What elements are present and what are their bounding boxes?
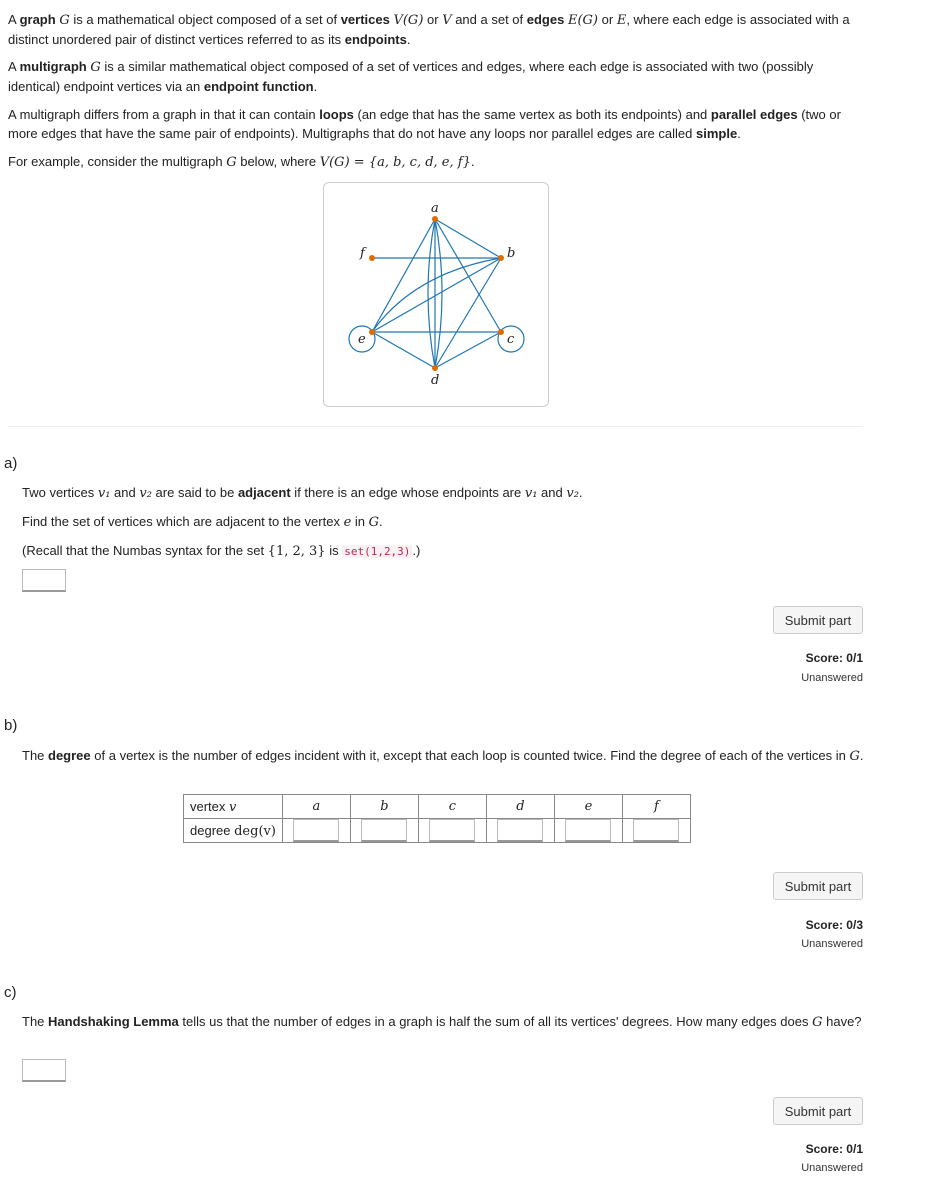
edge-a-e: [372, 219, 435, 332]
col-header-b: b: [350, 795, 418, 819]
part-a-adjacency-text: Two vertices v₁ and v₂ are said to be adjacent if there is an edge whose endpoints are v₁ and v₂.: [22, 485, 583, 501]
edge-a-d-curve-1: [428, 219, 435, 368]
part-c-score: Score: 0/1: [805, 1142, 863, 1156]
vertex-b: [498, 255, 504, 261]
degree-input-d[interactable]: [497, 819, 543, 842]
edge-e-b: [372, 258, 501, 332]
degree-input-e[interactable]: [565, 819, 611, 842]
vertex-set-math: V(G) = {a, b, c, d, e, f}: [319, 155, 471, 170]
vertex-d: [432, 365, 438, 371]
table-row-vertex: [184, 795, 691, 819]
divider: [8, 426, 863, 427]
vertex-label-f: f: [360, 246, 365, 261]
vertex-label-e: e: [358, 332, 366, 347]
part-b-status: Unanswered: [801, 938, 863, 950]
vertex-c: [498, 329, 504, 335]
intro-multigraph-difference: A multigraph differs from a graph in that it can contain loops (an edge that has the same vertex as both its endpoints) and parallel edges (two or more edges that have the same pair of endpoints). Multigraphs that do not have any loops nor parallel edges are called simple.: [8, 107, 841, 141]
part-c-answer-input[interactable]: [22, 1059, 66, 1082]
multigraph-svg: [324, 183, 548, 406]
part-c-question: The Handshaking Lemma tells us that the number of edges in a graph is half the sum of all its vertices' degrees. How many edges does G have?: [22, 1014, 862, 1030]
part-a-answer-input[interactable]: [22, 569, 66, 592]
part-a-label: a): [4, 455, 18, 472]
set-syntax-code: set(1,2,3): [344, 545, 411, 558]
vertex-label-b: b: [507, 246, 516, 261]
part-a-syntax-hint: (Recall that the Numbas syntax for the set {1, 2, 3} is set(1,2,3) .): [22, 543, 421, 559]
intro-graph-definition: A graph G is a mathematical object composed of a set of vertices V(G) or V and a set of edges E(G) or E, where each edge is associated with a distinct unordered pair of distinct vertices referred to as its endpoints.: [8, 12, 850, 47]
col-header-c: c: [418, 795, 486, 819]
vertex-label-c: c: [507, 332, 515, 347]
row-header-degree: degree deg(v): [184, 819, 283, 843]
multigraph-figure: [323, 182, 549, 407]
part-c-status: Unanswered: [801, 1162, 863, 1174]
part-b-label: b): [4, 717, 18, 734]
table-row-degree: [184, 819, 691, 843]
part-b-score: Score: 0/3: [805, 918, 863, 932]
part-a-status: Unanswered: [801, 672, 863, 684]
part-a-question: Find the set of vertices which are adjacent to the vertex e in G.: [22, 514, 383, 530]
vertex-label-a: a: [431, 201, 439, 216]
vertex-label-d: d: [431, 373, 440, 388]
intro-example: For example, consider the multigraph G below, where V(G) = {a, b, c, d, e, f}.: [8, 154, 475, 170]
row-header-vertex: vertex v: [184, 795, 283, 819]
part-a-submit-button[interactable]: Submit part: [773, 606, 863, 634]
part-b-submit-button[interactable]: Submit part: [773, 872, 863, 900]
intro-text: [8, 10, 863, 49]
degree-input-f[interactable]: [633, 819, 679, 842]
edge-a-b: [435, 219, 501, 258]
degree-input-a[interactable]: [293, 819, 339, 842]
degree-input-b[interactable]: [361, 819, 407, 842]
degree-table: [183, 794, 691, 843]
col-header-a: a: [282, 795, 350, 819]
edge-e-d: [372, 332, 435, 368]
intro-multigraph-definition: A multigraph G is a similar mathematical object composed of a set of vertices and edges, where each edge is associated with two (possibly identical) endpoint vertices via an endpoint function.: [8, 59, 814, 94]
vertex-e: [369, 329, 375, 335]
col-header-e: e: [554, 795, 622, 819]
col-header-d: d: [486, 795, 554, 819]
degree-input-c[interactable]: [429, 819, 475, 842]
vertex-f: [369, 255, 375, 261]
vertex-a: [432, 216, 438, 222]
part-b-question: The degree of a vertex is the number of edges incident with it, except that each loop is counted twice. Find the degree of each of the vertices in G.: [22, 748, 864, 764]
col-header-f: f: [622, 795, 690, 819]
part-c-submit-button[interactable]: Submit part: [773, 1097, 863, 1125]
part-c-label: c): [4, 984, 17, 1001]
edge-c-d: [435, 332, 501, 368]
part-a-score: Score: 0/1: [805, 651, 863, 665]
